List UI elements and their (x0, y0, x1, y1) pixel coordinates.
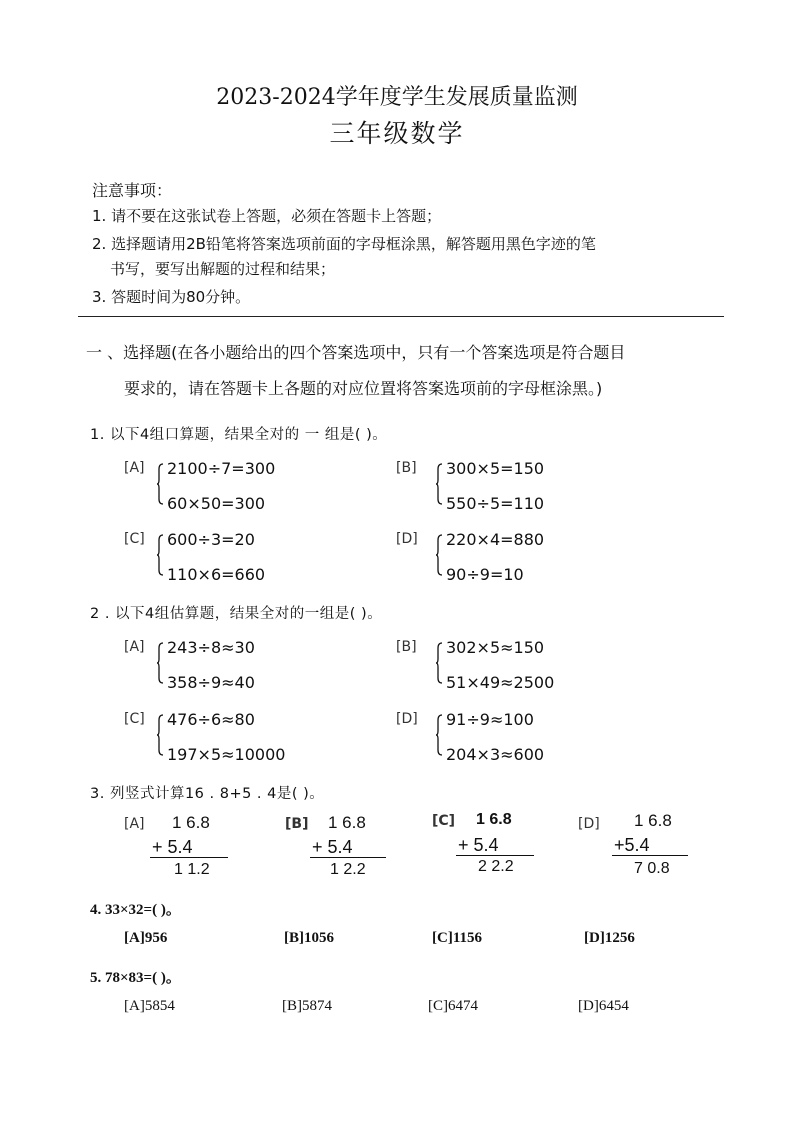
q4-option-a: [A]956 (124, 930, 168, 946)
note-item-1: 1. 请不要在这张试卷上答题，必须在答题卡上答题； (92, 207, 442, 225)
q3-label-b: [B] (285, 816, 309, 832)
q2-d-line1: 91÷9≈100 (446, 710, 534, 729)
brace-icon (436, 463, 443, 505)
brace-icon (157, 463, 164, 505)
q1-label-a: [A] (124, 460, 145, 476)
q2-c-line1: 476÷6≈80 (167, 710, 255, 729)
exam-title: 2023-2024学年度学生发展质量监测 (216, 85, 578, 110)
q2-label-b: [B] (396, 639, 417, 655)
q3-c-top: 1 6.8 (476, 811, 512, 828)
q2-b-line1: 302×5≈150 (446, 638, 545, 657)
q5-option-b: [B]5874 (282, 998, 332, 1014)
section1-heading: 一 、选择题(在各小题给出的四个答案选项中，只有一个答案选项是符合题目 (86, 343, 626, 362)
q3-a-result: 1 1.2 (174, 861, 210, 878)
brace-icon (436, 714, 443, 756)
q1-c-line2: 110×6=660 (167, 565, 266, 582)
q1-label-c: [C] (124, 531, 145, 547)
q4-option-b: [B]1056 (284, 930, 334, 946)
sum-line (310, 857, 386, 858)
brace-icon (157, 534, 164, 576)
q2-stem: 2 . 以下4组估算题，结果全对的一组是( )。 (90, 606, 383, 622)
section1-heading-cont: 要求的，请在答题卡上各题的对应位置将答案选项前的字母框涂黑。) (124, 379, 603, 398)
q4-option-c: [C]1156 (432, 930, 482, 946)
q3-stem: 3. 列竖式计算16 . 8+5 . 4是( )。 (90, 786, 325, 802)
q5-stem: 5. 78×83=( )。 (90, 970, 181, 986)
q1-b-line1: 300×5=150 (446, 459, 545, 478)
q1-label-d: [D] (396, 531, 418, 547)
q3-c-addend: + 5.4 (458, 835, 499, 855)
note-item-2: 2. 选择题请用2B铅笔将答案选项前面的字母框涂黑，解答题用黑色字迹的笔 (92, 235, 596, 253)
brace-icon (436, 534, 443, 576)
q3-b-result: 1 2.2 (330, 861, 366, 878)
q4-stem: 4. 33×32=( )。 (90, 902, 181, 918)
q1-d-line1: 220×4=880 (446, 530, 545, 549)
q5-option-c: [C]6474 (428, 998, 478, 1014)
q3-c-result: 2 2.2 (478, 858, 514, 875)
q4-option-d: [D]1256 (584, 930, 635, 946)
sum-line (612, 855, 688, 856)
q5-option-a: [A]5854 (124, 998, 175, 1014)
q1-stem: 1. 以下4组口算题，结果全对的 一 组是( )。 (90, 427, 388, 443)
note-item-3: 3. 答题时间为80分钟。 (92, 288, 251, 306)
notes-heading: 注意事项： (92, 181, 173, 200)
q1-d-line2: 90÷9=10 (446, 565, 524, 582)
q3-label-d: [D] (578, 816, 600, 832)
q1-a-line1: 2100÷7=300 (167, 459, 276, 478)
q1-c-line1: 600÷3=20 (167, 530, 255, 549)
sum-line (150, 857, 228, 858)
q3-label-c: [C] (432, 813, 456, 829)
divider (78, 316, 724, 317)
note-item-2-cont: 书写，要写出解题的过程和结果； (110, 260, 336, 278)
brace-icon (157, 642, 164, 684)
q2-d-line2: 204×3≈600 (446, 745, 545, 762)
brace-icon (157, 714, 164, 756)
q3-d-addend: +5.4 (614, 835, 650, 855)
q1-a-line2: 60×50=300 (167, 494, 266, 511)
q2-label-c: [C] (124, 711, 145, 727)
q2-label-d: [D] (396, 711, 418, 727)
q2-label-a: [A] (124, 639, 145, 655)
q3-a-addend: + 5.4 (152, 837, 193, 857)
q2-a-line1: 243÷8≈30 (167, 638, 255, 657)
q2-a-line2: 358÷9≈40 (167, 673, 255, 690)
sum-line (456, 855, 534, 856)
q3-b-top: 1 6.8 (328, 813, 366, 832)
q5-option-d: [D]6454 (578, 998, 629, 1014)
q3-d-top: 1 6.8 (634, 811, 672, 830)
q3-label-a: [A] (124, 816, 145, 832)
exam-subtitle: 三年级数学 (329, 119, 465, 148)
q2-b-line2: 51×49≈2500 (446, 673, 555, 690)
brace-icon (436, 642, 443, 684)
q3-a-top: 1 6.8 (172, 813, 210, 832)
q1-b-line2: 550÷5=110 (446, 494, 545, 511)
q3-d-result: 7 0.8 (634, 860, 670, 877)
q2-c-line2: 197×5≈10000 (167, 745, 286, 762)
q3-b-addend: + 5.4 (312, 837, 353, 857)
q1-label-b: [B] (396, 460, 417, 476)
